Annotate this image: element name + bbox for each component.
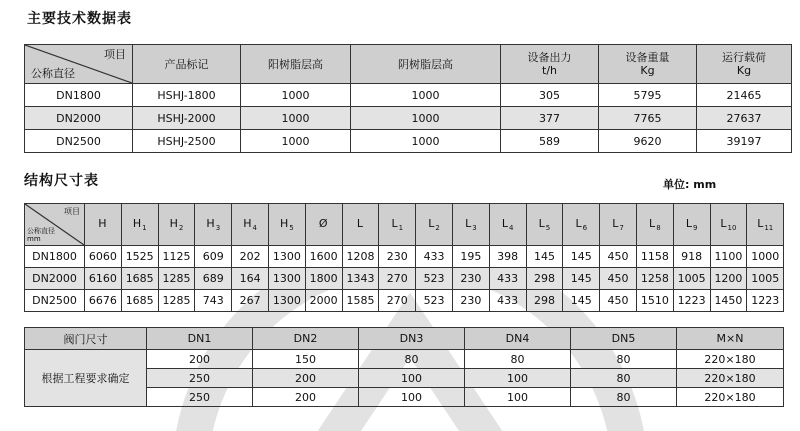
column-header: $H_3$ xyxy=(195,204,232,246)
table-cell: 100 xyxy=(359,369,465,388)
column-header: DN5 xyxy=(571,328,677,350)
table-cell: 200 xyxy=(147,350,253,369)
table-cell: 1600 xyxy=(305,246,342,268)
column-header: $L_9$ xyxy=(673,204,710,246)
table-cell: 200 xyxy=(253,388,359,407)
table-cell: 609 xyxy=(195,246,232,268)
table-cell: 589 xyxy=(501,130,599,153)
column-header: $H_5$ xyxy=(268,204,305,246)
table-cell: 1125 xyxy=(158,246,195,268)
table-cell: 1585 xyxy=(342,290,379,312)
table-cell: 150 xyxy=(253,350,359,369)
diagonal-header-cell xyxy=(25,204,85,246)
column-header: 产品标记 xyxy=(133,45,241,84)
diag-bottom-label: 公称直径 xyxy=(31,67,75,80)
table-cell: 145 xyxy=(563,290,600,312)
table-cell: 270 xyxy=(379,290,416,312)
table-cell: DN2000 xyxy=(25,107,133,130)
table-cell: 220×180 xyxy=(677,388,784,407)
table-cell: 523 xyxy=(416,268,453,290)
table-cell: 1300 xyxy=(268,290,305,312)
table-cell: 39197 xyxy=(697,130,792,153)
page-title: 主要技术数据表 xyxy=(27,11,132,27)
table-cell: 164 xyxy=(232,268,269,290)
table-cell: 230 xyxy=(379,246,416,268)
table-cell: 195 xyxy=(452,246,489,268)
table-row xyxy=(25,268,784,290)
column-header: DN3 xyxy=(359,328,465,350)
column-header: DN1 xyxy=(147,328,253,350)
column-header: 运行载荷 Kg xyxy=(697,45,792,84)
table-cell: 305 xyxy=(501,84,599,107)
table-cell: 220×180 xyxy=(677,350,784,369)
table-cell: 918 xyxy=(673,246,710,268)
table-cell: 80 xyxy=(571,350,677,369)
table-cell: 80 xyxy=(571,388,677,407)
table-cell: 1258 xyxy=(636,268,673,290)
column-header: $H_4$ xyxy=(232,204,269,246)
tech-data-table xyxy=(24,44,792,153)
table-row xyxy=(25,350,784,369)
column-header: 设备重量 Kg xyxy=(599,45,697,84)
structure-dimension-table xyxy=(24,203,784,312)
table-cell: DN1800 xyxy=(25,246,85,268)
column-header: 阀门尺寸 xyxy=(25,328,147,350)
table-cell: 230 xyxy=(452,290,489,312)
table-cell: 1200 xyxy=(710,268,747,290)
table-cell: 450 xyxy=(600,290,637,312)
table-cell: 1223 xyxy=(747,290,784,312)
table-cell: 1685 xyxy=(121,290,158,312)
table-cell: 267 xyxy=(232,290,269,312)
table-cell: 743 xyxy=(195,290,232,312)
column-header: $L_8$ xyxy=(636,204,673,246)
column-header: 阴树脂层高 xyxy=(351,45,501,84)
table-cell: HSHJ-2500 xyxy=(133,130,241,153)
table-cell: 1450 xyxy=(710,290,747,312)
table-cell: 1158 xyxy=(636,246,673,268)
column-header: DN4 xyxy=(465,328,571,350)
table-cell: 250 xyxy=(147,369,253,388)
table-row xyxy=(25,246,784,268)
table-cell: 21465 xyxy=(697,84,792,107)
table-cell: 1343 xyxy=(342,268,379,290)
table-cell: 1000 xyxy=(241,130,351,153)
column-header: L xyxy=(342,204,379,246)
table-cell: 220×180 xyxy=(677,369,784,388)
table-cell: 2000 xyxy=(305,290,342,312)
table-cell: 689 xyxy=(195,268,232,290)
table-cell: 1285 xyxy=(158,290,195,312)
table-cell: 6060 xyxy=(85,246,122,268)
table-cell: 1000 xyxy=(351,84,501,107)
column-header: $L_1$ xyxy=(379,204,416,246)
table-cell: 433 xyxy=(416,246,453,268)
table-cell: DN2500 xyxy=(25,130,133,153)
table-cell: 1000 xyxy=(241,84,351,107)
table-cell: 450 xyxy=(600,268,637,290)
table-cell: 298 xyxy=(526,268,563,290)
table-cell: 1285 xyxy=(158,268,195,290)
table-cell: 1208 xyxy=(342,246,379,268)
table-cell: 1685 xyxy=(121,268,158,290)
column-header: $L_2$ xyxy=(416,204,453,246)
table-cell: 1000 xyxy=(351,107,501,130)
table-cell: 145 xyxy=(526,246,563,268)
table-cell: 1000 xyxy=(351,130,501,153)
table-cell: 202 xyxy=(232,246,269,268)
table-cell: 6160 xyxy=(85,268,122,290)
column-header: $L_6$ xyxy=(563,204,600,246)
column-header: $H_2$ xyxy=(158,204,195,246)
column-header: Ø xyxy=(305,204,342,246)
table-cell: 200 xyxy=(253,369,359,388)
section-title: 结构尺寸表 xyxy=(24,173,99,189)
table-cell: 1300 xyxy=(268,268,305,290)
diag-top-label: 项目 xyxy=(64,207,80,216)
table-cell: 523 xyxy=(416,290,453,312)
table-cell: 1525 xyxy=(121,246,158,268)
table-cell: 250 xyxy=(147,388,253,407)
diagonal-header-cell xyxy=(25,45,133,84)
merged-label-cell: 根据工程要求确定 xyxy=(25,350,147,407)
table-cell: 377 xyxy=(501,107,599,130)
diag-bottom-label: 公称直径mm xyxy=(27,227,55,243)
table-cell: 1510 xyxy=(636,290,673,312)
table-cell: 298 xyxy=(526,290,563,312)
table-cell: 145 xyxy=(563,246,600,268)
table-cell: 1100 xyxy=(710,246,747,268)
column-header: $L_3$ xyxy=(452,204,489,246)
table-cell: 1000 xyxy=(747,246,784,268)
table-cell: 27637 xyxy=(697,107,792,130)
column-header: $L_7$ xyxy=(600,204,637,246)
table-cell: HSHJ-1800 xyxy=(133,84,241,107)
table-cell: 1005 xyxy=(673,268,710,290)
table-cell: 9620 xyxy=(599,130,697,153)
table-cell: DN2000 xyxy=(25,268,85,290)
table-cell: 6676 xyxy=(85,290,122,312)
table-cell: 270 xyxy=(379,268,416,290)
table-cell: 1223 xyxy=(673,290,710,312)
valve-size-table xyxy=(24,327,784,407)
table-cell: 80 xyxy=(571,369,677,388)
column-header: 阳树脂层高 xyxy=(241,45,351,84)
table-cell: 100 xyxy=(465,388,571,407)
column-header: $H_1$ xyxy=(121,204,158,246)
table-row xyxy=(25,290,784,312)
table-row xyxy=(25,130,792,153)
column-header: $L_{11}$ xyxy=(747,204,784,246)
table-cell: 80 xyxy=(465,350,571,369)
column-header: M×N xyxy=(677,328,784,350)
column-header: DN2 xyxy=(253,328,359,350)
table-row xyxy=(25,107,792,130)
table-cell: 1005 xyxy=(747,268,784,290)
table-cell: DN2500 xyxy=(25,290,85,312)
table-cell: 398 xyxy=(489,246,526,268)
table-cell: DN1800 xyxy=(25,84,133,107)
table-cell: 145 xyxy=(563,268,600,290)
unit-label: 单位: mm xyxy=(663,178,717,191)
table-cell: 5795 xyxy=(599,84,697,107)
column-header: 设备出力 t/h xyxy=(501,45,599,84)
table-cell: 100 xyxy=(359,388,465,407)
table-cell: 1300 xyxy=(268,246,305,268)
table-cell: 1000 xyxy=(241,107,351,130)
table-cell: 7765 xyxy=(599,107,697,130)
column-header: $L_4$ xyxy=(489,204,526,246)
column-header: $L_5$ xyxy=(526,204,563,246)
column-header: H xyxy=(85,204,122,246)
diag-top-label: 项目 xyxy=(104,48,126,61)
table-cell: 230 xyxy=(452,268,489,290)
column-header: $L_{10}$ xyxy=(710,204,747,246)
table-cell: 433 xyxy=(489,268,526,290)
table-cell: 80 xyxy=(359,350,465,369)
table-row xyxy=(25,84,792,107)
table-cell: HSHJ-2000 xyxy=(133,107,241,130)
table-cell: 433 xyxy=(489,290,526,312)
table-cell: 1800 xyxy=(305,268,342,290)
table-cell: 100 xyxy=(465,369,571,388)
table-cell: 450 xyxy=(600,246,637,268)
